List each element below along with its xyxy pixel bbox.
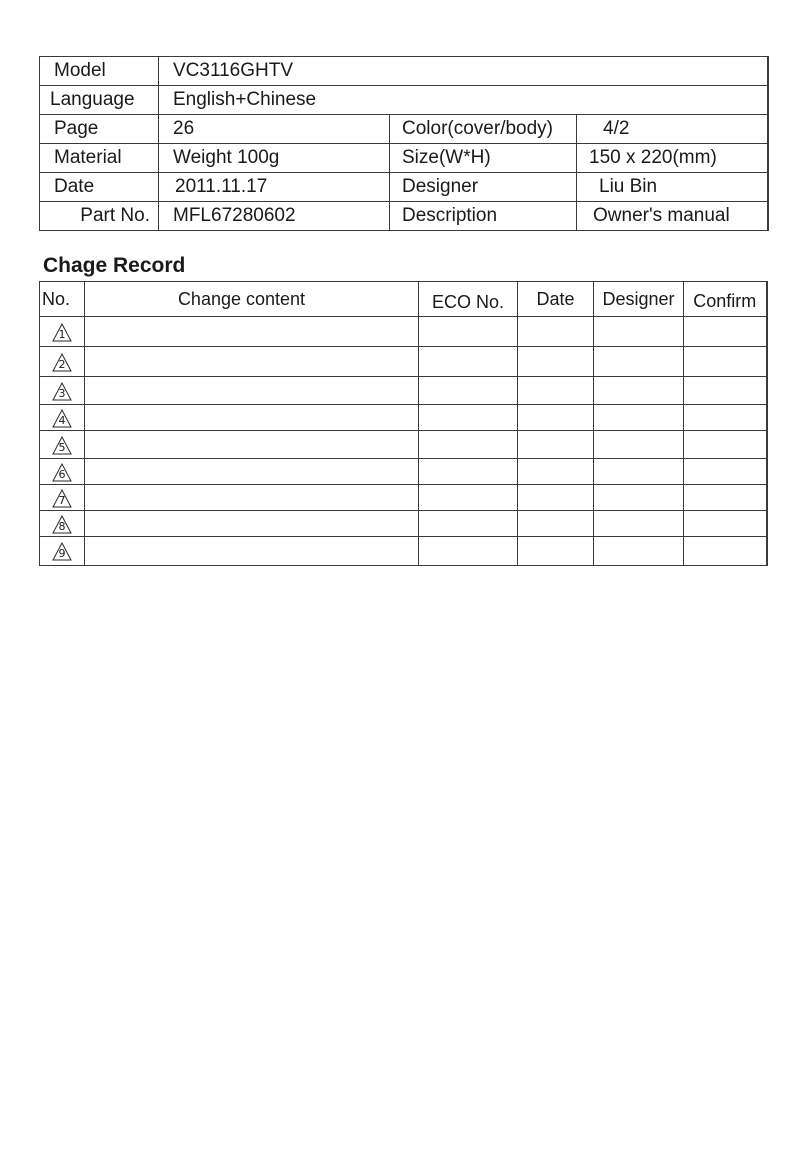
revision-number: 4 xyxy=(58,413,66,427)
eco-no-cell xyxy=(419,459,518,485)
revision-number: 6 xyxy=(58,467,66,481)
revision-rows xyxy=(40,317,767,566)
info-row-partno xyxy=(40,202,768,231)
header-date: Date xyxy=(518,282,594,317)
revision-triangle-icon xyxy=(52,542,72,561)
description-label: Description xyxy=(390,202,577,231)
change-content-cell xyxy=(85,459,419,485)
revision-number: 9 xyxy=(58,547,66,561)
date-label: Date xyxy=(40,173,159,202)
size-label: Size(W*H) xyxy=(390,144,577,173)
designer-value: Liu Bin xyxy=(577,173,768,202)
info-row-model xyxy=(40,57,768,86)
revision-number-cell xyxy=(40,537,85,566)
designer-cell xyxy=(594,347,684,377)
size-value: 150 x 220(mm) xyxy=(577,144,768,173)
eco-no-cell xyxy=(419,347,518,377)
eco-no-cell xyxy=(419,537,518,566)
date-cell xyxy=(518,485,594,511)
revision-number: 7 xyxy=(58,493,66,507)
header-confirm: Confirm xyxy=(684,282,767,317)
confirm-cell xyxy=(684,317,767,347)
material-value: Weight 100g xyxy=(159,144,390,173)
designer-cell xyxy=(594,317,684,347)
revision-row xyxy=(40,377,767,405)
revision-row xyxy=(40,537,767,566)
date-cell xyxy=(518,431,594,459)
change-record-table xyxy=(39,281,768,566)
color-value: 4/2 xyxy=(577,115,768,144)
revision-row xyxy=(40,347,767,377)
revision-triangle-icon xyxy=(52,409,72,428)
revision-number: 1 xyxy=(58,327,66,341)
revision-row xyxy=(40,459,767,485)
confirm-cell xyxy=(684,537,767,566)
revision-number: 5 xyxy=(58,440,66,454)
confirm-cell xyxy=(684,405,767,431)
revision-number-cell xyxy=(40,405,85,431)
change-record-header xyxy=(40,282,767,317)
designer-label: Designer xyxy=(390,173,577,202)
partno-value: MFL67280602 xyxy=(159,202,390,231)
change-content-cell xyxy=(85,431,419,459)
designer-cell xyxy=(594,377,684,405)
change-content-cell xyxy=(85,405,419,431)
designer-cell xyxy=(594,431,684,459)
info-row-date xyxy=(40,173,768,202)
revision-number-cell xyxy=(40,485,85,511)
confirm-cell xyxy=(684,431,767,459)
designer-cell xyxy=(594,459,684,485)
date-cell xyxy=(518,347,594,377)
eco-no-cell xyxy=(419,317,518,347)
info-row-material xyxy=(40,144,768,173)
header-change-content: Change content xyxy=(85,282,419,317)
info-row-page xyxy=(40,115,768,144)
date-cell xyxy=(518,317,594,347)
partno-label: Part No. xyxy=(40,202,159,231)
revision-triangle-icon xyxy=(52,353,72,372)
revision-number-cell xyxy=(40,459,85,485)
revision-number: 3 xyxy=(58,386,66,400)
eco-no-cell xyxy=(419,485,518,511)
designer-cell xyxy=(594,485,684,511)
revision-row xyxy=(40,431,767,459)
eco-no-cell xyxy=(419,431,518,459)
revision-number-cell xyxy=(40,511,85,537)
page-label: Page xyxy=(40,115,159,144)
revision-number: 8 xyxy=(58,519,66,533)
designer-cell xyxy=(594,511,684,537)
change-content-cell xyxy=(85,511,419,537)
designer-cell xyxy=(594,537,684,566)
confirm-cell xyxy=(684,459,767,485)
revision-number-cell xyxy=(40,347,85,377)
confirm-cell xyxy=(684,511,767,537)
change-content-cell xyxy=(85,377,419,405)
model-value: VC3116GHTV xyxy=(159,57,768,86)
designer-cell xyxy=(594,405,684,431)
eco-no-cell xyxy=(419,511,518,537)
page-value: 26 xyxy=(159,115,390,144)
revision-row xyxy=(40,511,767,537)
change-record-title: Chage Record xyxy=(43,254,186,277)
header-eco-no: ECO No. xyxy=(419,282,518,317)
date-cell xyxy=(518,377,594,405)
date-cell xyxy=(518,459,594,485)
date-cell xyxy=(518,511,594,537)
confirm-cell xyxy=(684,377,767,405)
revision-number-cell xyxy=(40,317,85,347)
info-row-language xyxy=(40,86,768,115)
revision-number-cell xyxy=(40,377,85,405)
revision-triangle-icon xyxy=(52,489,72,508)
date-cell xyxy=(518,537,594,566)
revision-row xyxy=(40,485,767,511)
revision-triangle-icon xyxy=(52,463,72,482)
document-info-table xyxy=(39,56,769,231)
header-designer: Designer xyxy=(594,282,684,317)
eco-no-cell xyxy=(419,405,518,431)
revision-triangle-icon xyxy=(52,436,72,455)
language-value: English+Chinese xyxy=(159,86,768,115)
revision-triangle-icon xyxy=(52,382,72,401)
date-value: 2011.11.17 xyxy=(159,173,390,202)
change-content-cell xyxy=(85,347,419,377)
revision-row xyxy=(40,405,767,431)
revision-triangle-icon xyxy=(52,323,72,342)
revision-row xyxy=(40,317,767,347)
material-label: Material xyxy=(40,144,159,173)
description-value: Owner's manual xyxy=(577,202,768,231)
eco-no-cell xyxy=(419,377,518,405)
revision-number-cell xyxy=(40,431,85,459)
model-label: Model xyxy=(40,57,159,86)
revision-number: 2 xyxy=(58,357,66,371)
change-content-cell xyxy=(85,317,419,347)
change-content-cell xyxy=(85,485,419,511)
revision-triangle-icon xyxy=(52,515,72,534)
color-label: Color(cover/body) xyxy=(390,115,577,144)
confirm-cell xyxy=(684,347,767,377)
confirm-cell xyxy=(684,485,767,511)
header-no: No. xyxy=(40,282,85,317)
date-cell xyxy=(518,405,594,431)
language-label: Language xyxy=(40,86,159,115)
change-content-cell xyxy=(85,537,419,566)
